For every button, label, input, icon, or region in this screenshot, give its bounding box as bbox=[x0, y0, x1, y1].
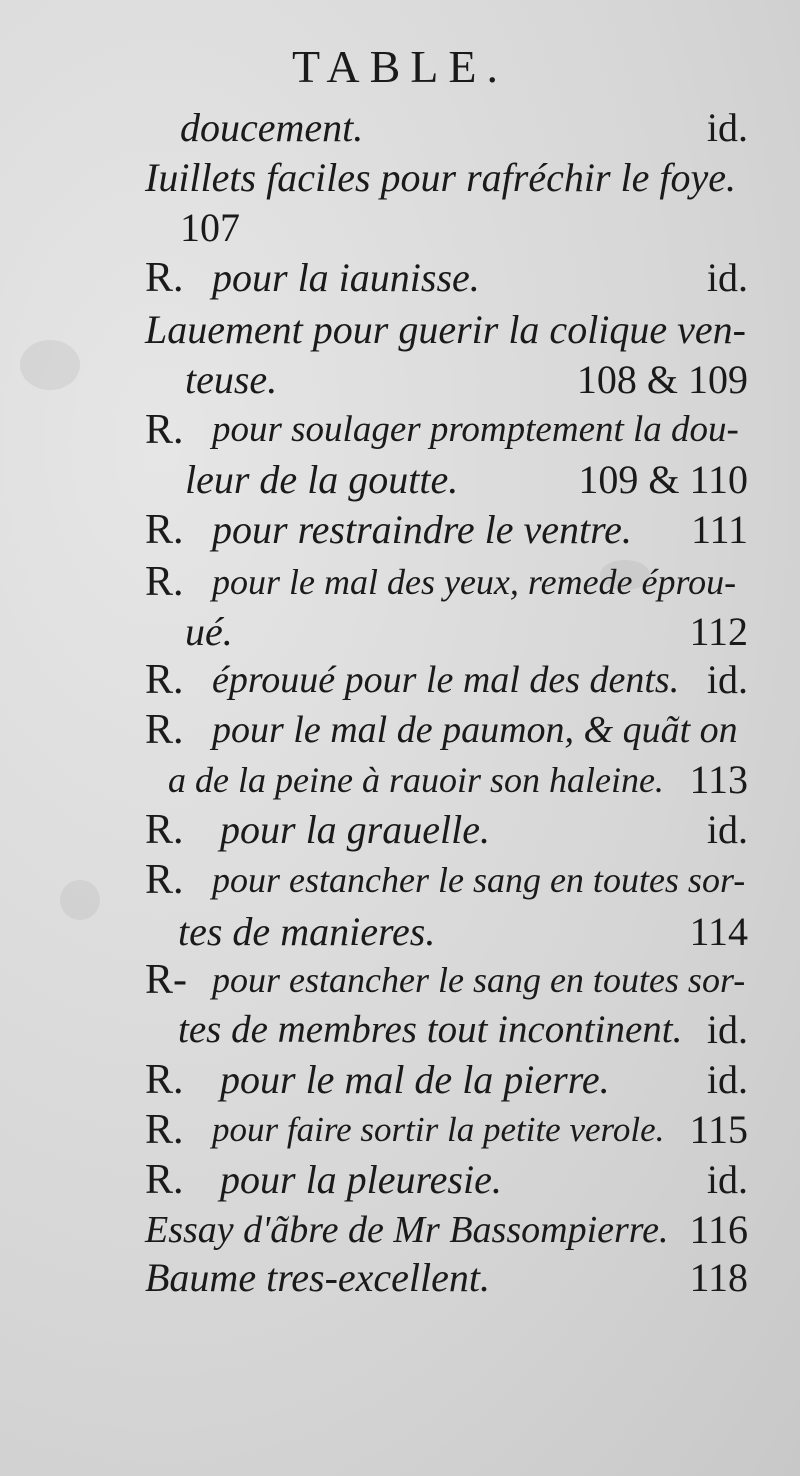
entry-text: tes de manieres. bbox=[178, 909, 436, 954]
entry-prefix: R. bbox=[145, 707, 184, 753]
entry-text: pour le mal des yeux, remede éprou- bbox=[212, 562, 737, 602]
entry-page-number: id. bbox=[706, 807, 748, 852]
entry-text: Baume tres-excellent. bbox=[145, 1255, 491, 1300]
entry-page-number: id. bbox=[706, 1057, 748, 1102]
entry-page-number: 114 bbox=[689, 909, 748, 954]
entry-text: ué. bbox=[185, 609, 233, 654]
page-title: TABLE. bbox=[291, 41, 508, 92]
entry-page-number: 109 & 110 bbox=[578, 457, 748, 502]
entry-prefix: R. bbox=[145, 657, 184, 703]
toc-entry bbox=[0, 248, 800, 308]
entry-text: tes de membres tout incontinent. bbox=[178, 1008, 683, 1051]
entry-text: pour la grauelle. bbox=[220, 807, 490, 852]
entry-page-number: 115 bbox=[689, 1107, 748, 1152]
entry-text: Lauement pour guerir la colique ven- bbox=[145, 307, 746, 352]
entry-text: pour estancher le sang en toutes sor- bbox=[212, 860, 746, 900]
entry-text: leur de la goutte. bbox=[185, 457, 459, 502]
entry-text: pour le mal de la pierre. bbox=[220, 1057, 610, 1102]
entry-text: éprouué pour le mal des dents. bbox=[212, 659, 680, 701]
entry-page-number: 118 bbox=[689, 1255, 748, 1300]
entry-prefix: R. bbox=[145, 559, 184, 605]
entry-prefix: R- bbox=[145, 957, 187, 1003]
entry-prefix: R. bbox=[145, 407, 184, 453]
entry-page-number: id. bbox=[706, 1157, 748, 1202]
entry-page-number: id. bbox=[706, 657, 748, 702]
entry-text: pour faire sortir la petite verole. bbox=[212, 1110, 665, 1149]
entry-page-number: 113 bbox=[689, 757, 748, 802]
entry-text: pour restraindre le ventre. bbox=[212, 507, 632, 552]
toc-entry bbox=[0, 850, 800, 910]
entry-prefix: R. bbox=[145, 1107, 184, 1153]
entry-prefix: R. bbox=[145, 1157, 184, 1203]
entry-text: a de la peine à rauoir son haleine. bbox=[168, 760, 664, 800]
entry-text: pour le mal de paumon, & quãt on bbox=[212, 709, 738, 751]
entry-text: pour estancher le sang en toutes sor- bbox=[212, 960, 746, 1000]
toc-entry bbox=[0, 1248, 800, 1308]
entry-text: pour soulager promptement la dou- bbox=[212, 409, 739, 450]
entry-prefix: R. bbox=[145, 507, 184, 553]
entry-page-number: 116 bbox=[689, 1207, 748, 1252]
entry-prefix: R. bbox=[145, 857, 184, 903]
entry-text: pour la iaunisse. bbox=[212, 255, 480, 300]
entry-page-number: 111 bbox=[690, 507, 748, 552]
entry-text: Iuillets faciles pour rafréchir le foye. bbox=[145, 155, 736, 200]
entry-text: doucement. bbox=[180, 105, 364, 150]
entry-prefix: R. bbox=[145, 1057, 184, 1103]
entry-prefix: R. bbox=[145, 807, 184, 853]
entry-text: teuse. bbox=[185, 357, 278, 402]
entry-page-number: 112 bbox=[689, 609, 748, 654]
entry-page-number: id. bbox=[706, 255, 748, 300]
entry-prefix: R. bbox=[145, 255, 184, 301]
entry-text: pour la pleuresie. bbox=[220, 1157, 502, 1202]
entry-text: Essay d'ãbre de Mr Bassompierre. bbox=[145, 1209, 669, 1251]
entry-page-number: 108 & 109 bbox=[576, 357, 748, 402]
entry-text: 107 bbox=[180, 205, 240, 250]
entry-page-number: id. bbox=[706, 105, 748, 150]
entry-page-number: id. bbox=[706, 1007, 748, 1052]
toc-entry bbox=[0, 500, 800, 560]
